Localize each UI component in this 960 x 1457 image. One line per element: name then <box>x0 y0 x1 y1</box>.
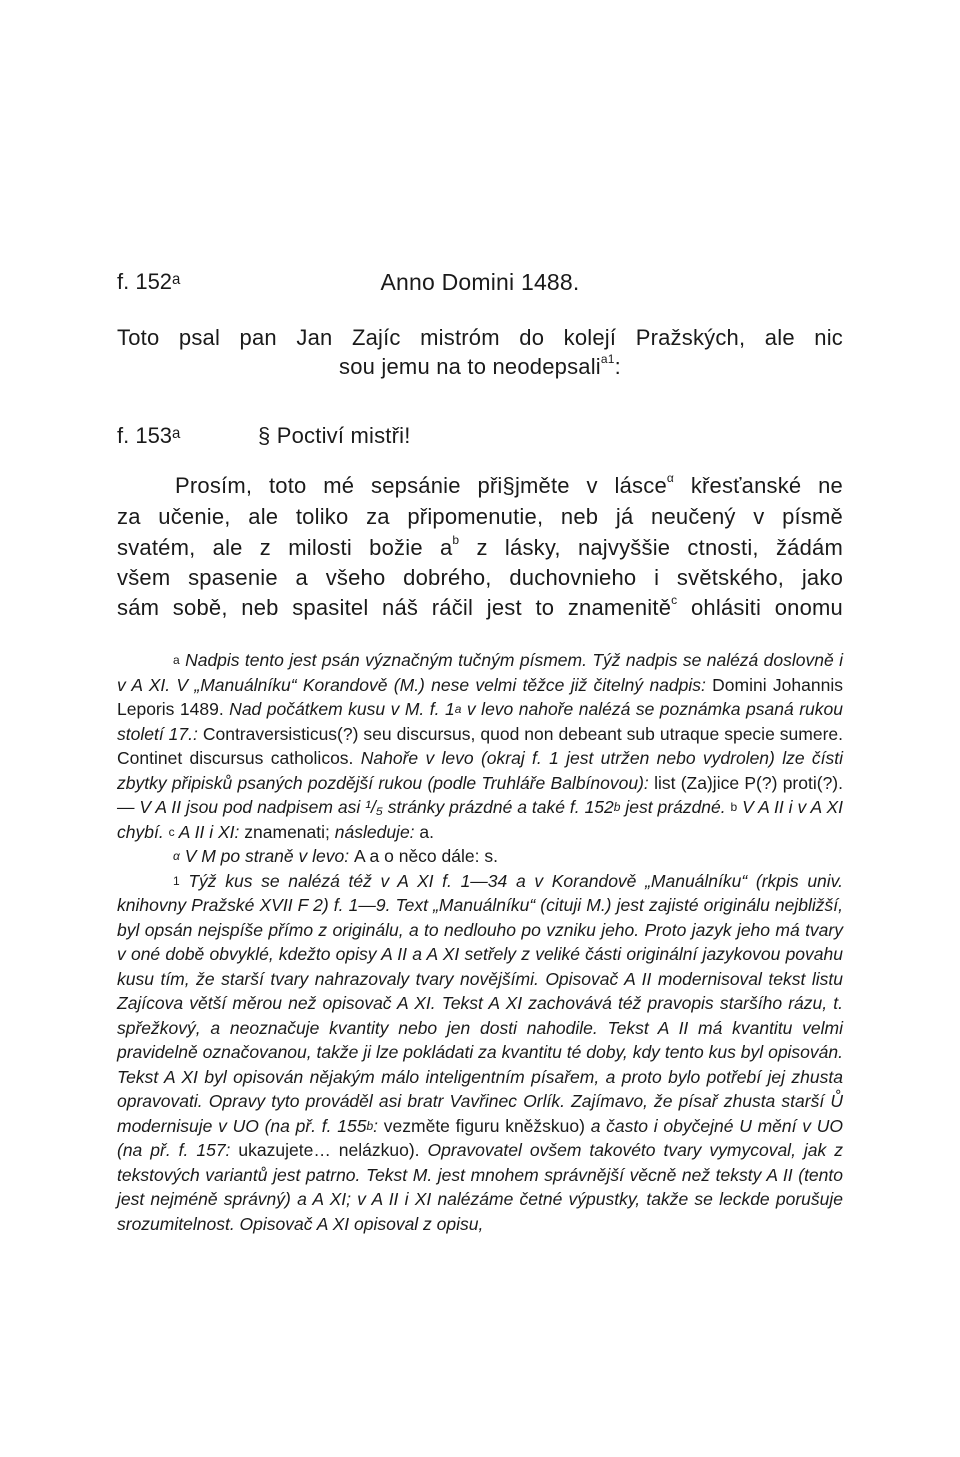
footnote-alpha <box>117 844 843 869</box>
folio-153-label: f. 153ᵃ <box>117 423 181 448</box>
footnote-a-text-6: Nahoře v levo (okraj f. 1 jest utržen nebo vydrolen) lze čísti zbytky připisků psaných pozdější rukou (podle Truhláře Balbínovou): <box>117 748 843 793</box>
footnote-c-text-3: následuje: <box>329 821 420 842</box>
footnote-1-mark: 1 <box>173 873 180 888</box>
body-line-2: za učenie, ale toliko za připomenutie, neb já neučený v písmě <box>117 504 843 529</box>
footnote-a-sup: a <box>454 702 462 716</box>
footnote-1-text-3: vezměte figuru kněžskuo) <box>383 1115 585 1136</box>
intro-line-2-end: : <box>614 354 621 379</box>
footnote-c-text-1: A II i XI: <box>174 821 245 842</box>
footnote-a-text-2: Domini Johannis Leporis 1489. <box>117 674 843 719</box>
footnote-c-text-4: a. <box>419 821 435 842</box>
footnote-c-text-2: znamenati; <box>244 821 330 842</box>
footnote-1-text-4: a často i obyčejné U mění v UO (na př. f. 157: <box>117 1115 843 1160</box>
footnote-b-mark: b <box>730 800 738 814</box>
footnote-a-text-5: Contraversisticus(?) seu discursus, quod non debeant sub utraque specie sumere. Continet discursus catholicos. <box>117 723 843 768</box>
footnote-alpha-mark: α <box>173 849 180 863</box>
footnote-a-text-4: v levo nahoře nalézá se poznámka psaná rukou století 17.: <box>117 699 843 744</box>
body-line-3b: z lásky, najvyššie ctnosti, žádám <box>459 535 843 560</box>
footnote-alpha-text-1: V M po straně v levo: <box>179 846 354 866</box>
note-mark-c: c <box>671 593 678 607</box>
note-mark-b: b <box>452 533 460 547</box>
body-line-3 <box>117 535 843 561</box>
note-mark-a1: a1 <box>600 352 615 366</box>
intro-line-2 <box>0 354 960 380</box>
footnote-1-text-2: : <box>373 1115 384 1136</box>
footnote-a-text-9: jest prázdné. <box>620 797 726 817</box>
footnote-a-text-7: list (Za)jice P(?) proti(?). <box>654 772 843 793</box>
intro-line-1: Toto psal pan Jan Zajíc mistróm do kolejí Pražských, ale nic <box>117 325 843 350</box>
footnote-1-text-1: Týž kus se nalézá též v A XI f. 1—34 a v Korandově „Manuálníku“ (rkpis univ. knihovny Pražské XVII F 2) f. 1—9. Text „Manuálníku“ (cituji M.) jest zajisté originálu nejbližší, byl opsán nejspíše přímo z originálu, a to nedlouho po vzniku jeho. Proto jazyk jeho má tvary v oné době obvyklé, kdežto opisy A II a A XI setřely z veliké části originální jazykovou povahu kusu tím, že starší tvary nahrazovaly tvary novějšími. Opisovač A II modernisoval tekst listu Zajícova větší měrou než opisovač A XI. Tekst A XI zachovává též pravopis staršího rázu, t. spřežkový, a neoznačuje kvantity nebo jen dosti nahodile. Tekst A II má kvantitu velmi pravidelně označovanou, takže ji lze pokládati za kvantitu té doby, kdy tento kus byl opisován. Tekst A XI byl opisován nějakým málo inteligentním písařem, a proto bylo potřebí jej zhusta opravovati. Opravy tyto prováděl asi bratr Vavřinec Orlík. Zajímavo, že písař zhusta starší Ů modernisuje v UO (na př. f. 155 <box>117 870 843 1136</box>
body-line-5b: ohlásiti onomu <box>677 595 843 620</box>
footnote-1-sup: b <box>366 1118 374 1133</box>
footnote-c-mark: c <box>168 824 175 839</box>
folio-152-label: f. 152ᵃ <box>117 269 181 294</box>
footnote-1-text-6: Opravovatel ovšem takovéto tvary vymycoval, jak z tekstových variantů jest patrno. Tekst M. jest mnohem správnější věcně než teksty A II (tento jest nejméně správný) a A XI; v A II i XI nalézáme četné výpustky, takže se leckde porušuje srozumitelnost. Opisovač A XI opisoval z opisu, <box>117 1140 844 1234</box>
footnote-1-text-5: ukazujete… nelázkuo). <box>238 1140 420 1160</box>
salutation: § Poctiví mistři! <box>258 423 411 448</box>
footnote-a-sup-2: b <box>613 800 621 814</box>
footnote-a-text-3: Nad počátkem kusu v M. f. 1 <box>223 699 455 719</box>
footnotes <box>117 648 843 1236</box>
note-mark-alpha: α <box>666 471 675 485</box>
body-line-1a: Prosím, toto mé sepsánie při§jměte v lásce <box>175 473 667 498</box>
body-line-4: všem spasenie a všeho dobrého, duchovnieho i světského, jako <box>117 565 843 590</box>
body-line-5 <box>117 595 843 621</box>
footnote-1 <box>117 869 843 1237</box>
footnote-a-text-1: Nadpis tento jest psán význačným tučným písmem. Týž nadpis se nalézá doslovně i v A XI. V „Manuálníku“ Korandově (M.) nese velmi těžce již čitelný nadpis: <box>117 650 843 695</box>
body-line-3a: svatém, ale z milosti božie a <box>117 535 453 560</box>
footnote-a <box>117 648 843 844</box>
intro-line-2-text: sou jemu na to neodepsali <box>339 354 601 379</box>
body-line-5a: sám sobě, neb spasitel náš ráčil jest to znamenitě <box>117 595 672 620</box>
body-line-1b: křesťanské ne <box>674 473 843 498</box>
footnote-alpha-text-2: A a o něco dále: s. <box>353 846 498 866</box>
heading: Anno Domini 1488. <box>380 269 580 295</box>
body-line-1 <box>175 473 843 499</box>
footnote-a-text-8: — V A II jsou pod nadpisem asi ¹/₅ stránky prázdné a také f. 152 <box>117 797 614 817</box>
footnote-b-text: V A II i v A XI chybí. <box>117 797 843 842</box>
footnote-a-mark: a <box>173 653 180 667</box>
